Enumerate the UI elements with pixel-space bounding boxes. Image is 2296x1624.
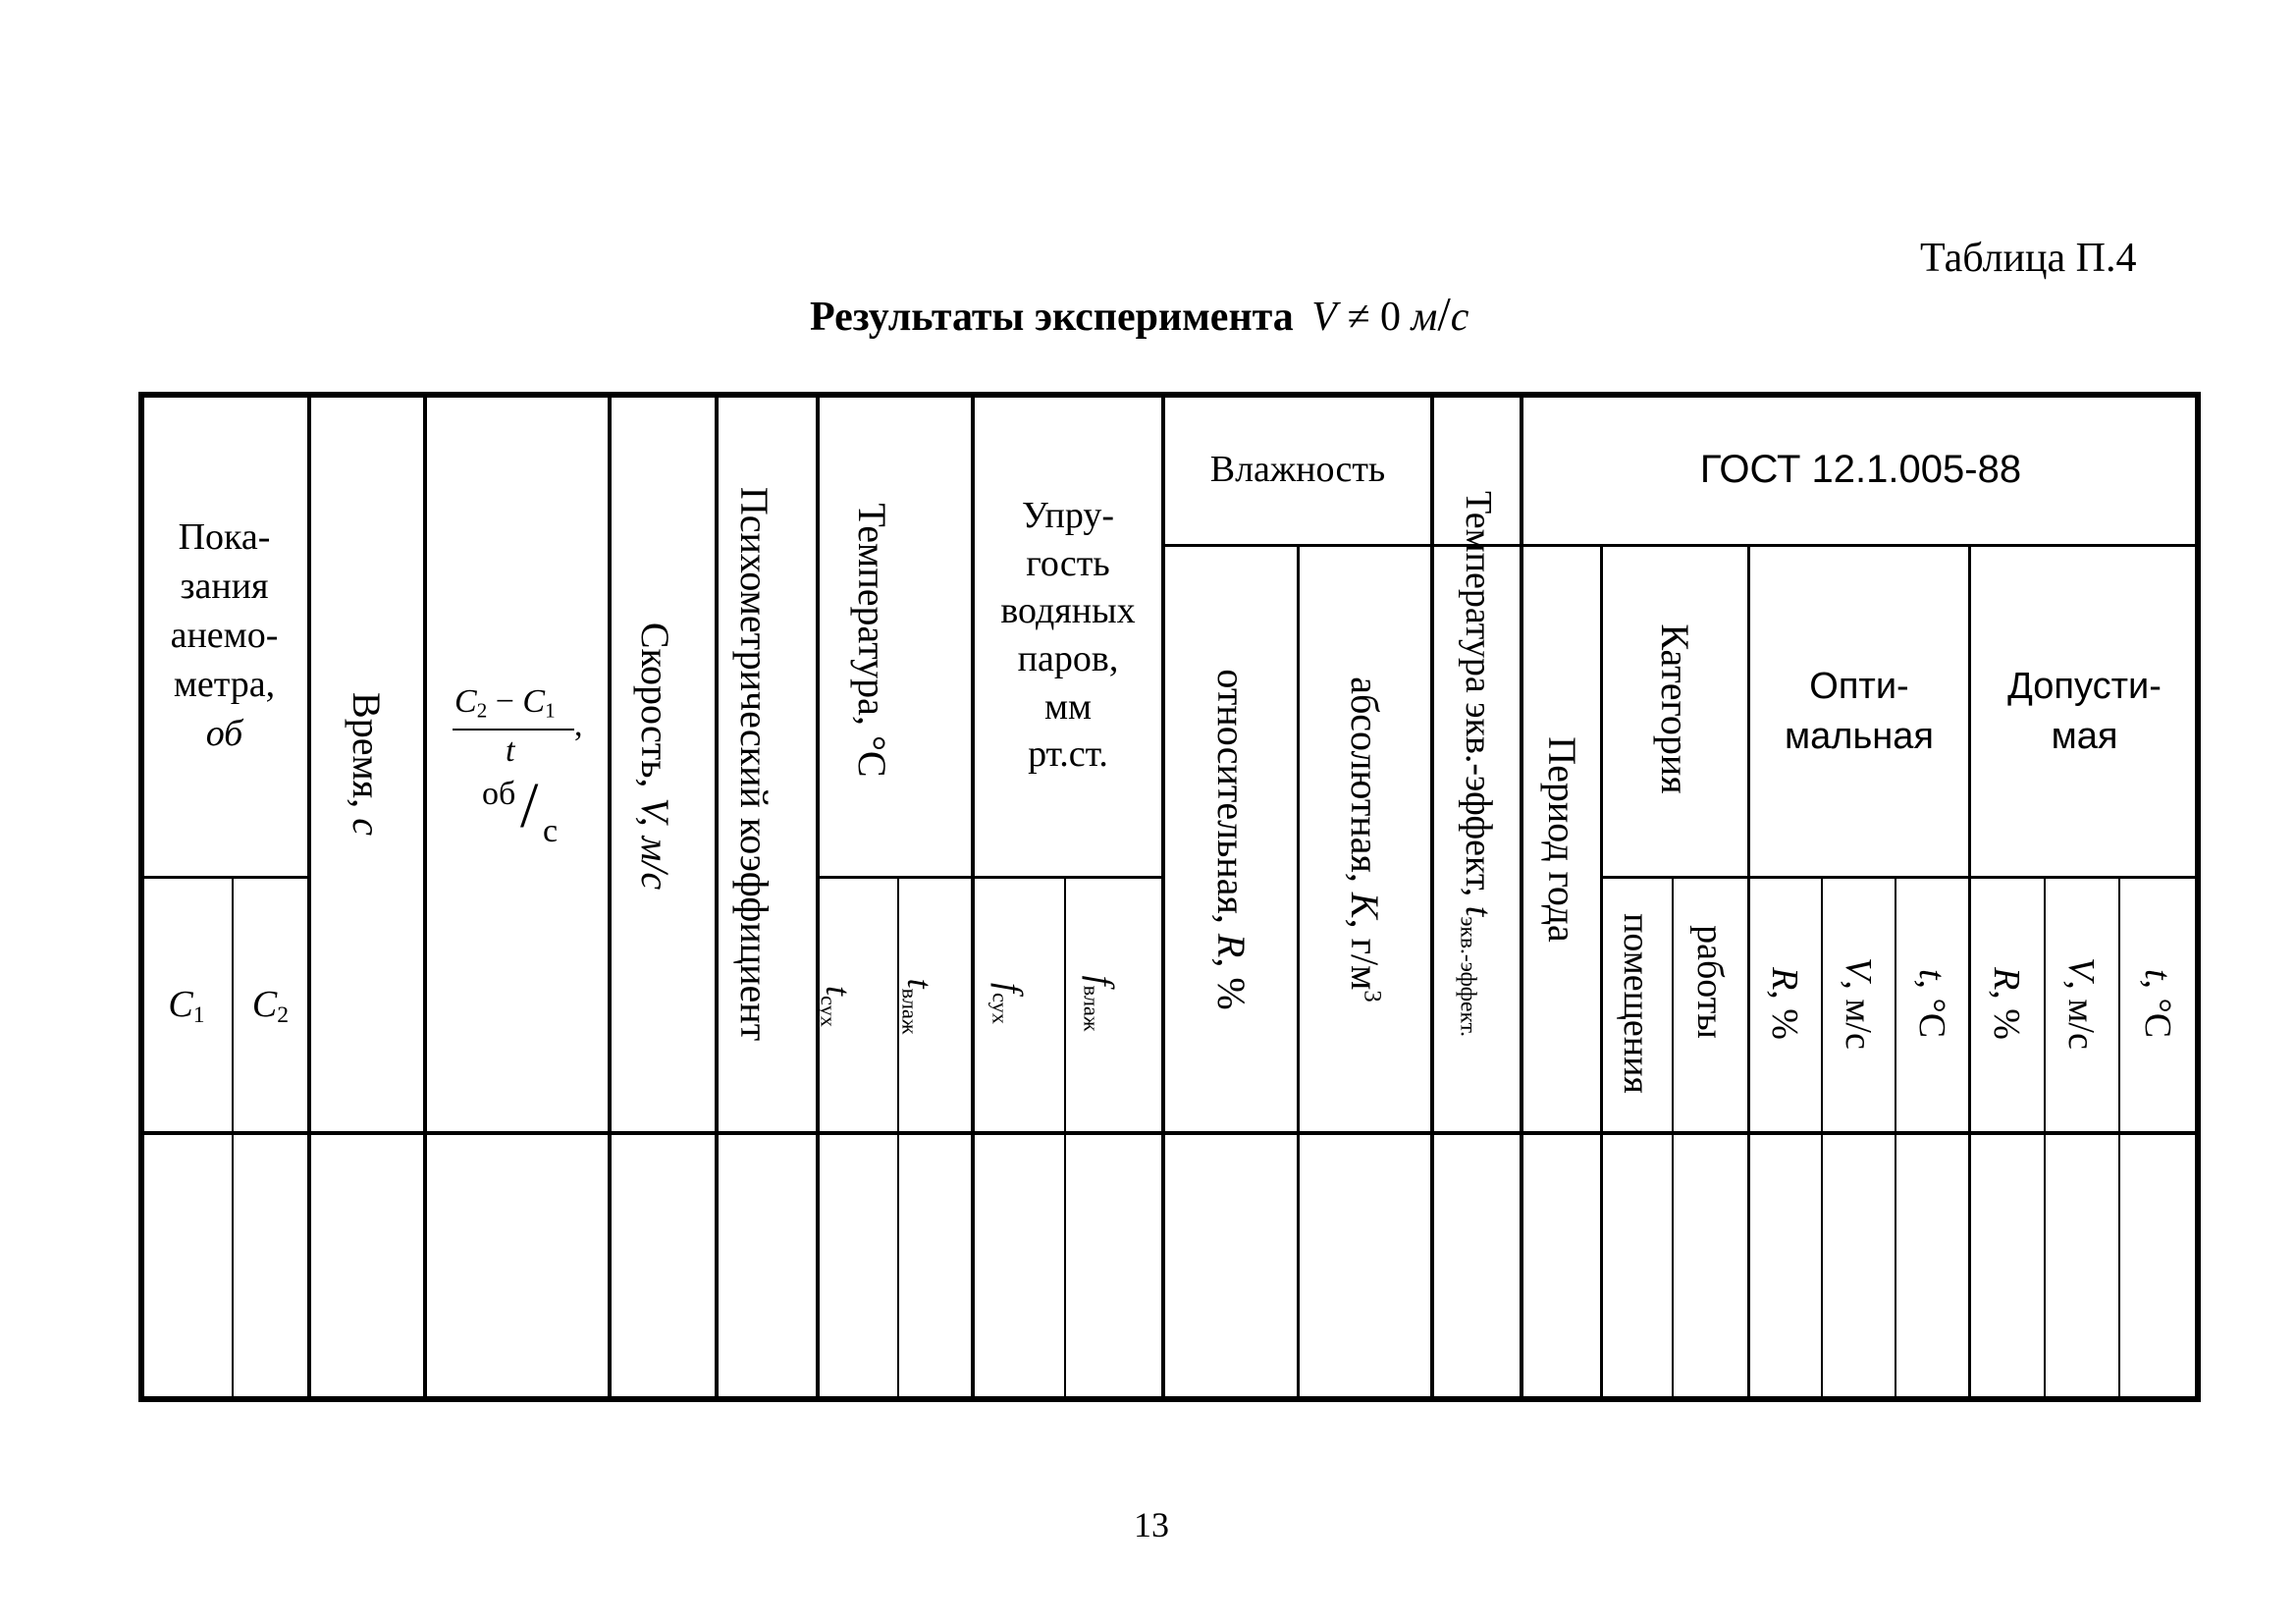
absolute-humidity-header: абсолютная, K, $г/м^3$ xyxy=(1343,677,1387,1002)
formula-symbol: V xyxy=(1311,295,1337,340)
category-header: Категория xyxy=(1653,623,1697,794)
category-work-header: работы xyxy=(1689,925,1731,1039)
anemometer-line: метра, xyxy=(173,664,276,706)
humidity-header: Влажность xyxy=(1209,448,1386,490)
allowed-r-header: R, % xyxy=(1986,967,2027,1040)
f-dry-header: $f_{сух}$ xyxy=(988,983,1030,1024)
formula-unit-den: с xyxy=(1450,295,1469,340)
table-label: Таблица П.4 xyxy=(1920,236,2137,281)
t-dry-header: $t_{сух}$ xyxy=(816,986,858,1027)
speed-header: Скорость, V, м/с xyxy=(633,622,677,891)
equiv-temp-header: Температура экв.-эффект, $t_{экв.-эффект.}$ xyxy=(1455,490,1500,1038)
table-title-formula: V ≠ 0 м/с xyxy=(1311,289,1469,341)
relative-humidity-header: относительная, R, % xyxy=(1209,669,1254,1010)
optimal-t-header: t, °С xyxy=(1911,968,1952,1039)
formula-relation: ≠ xyxy=(1347,295,1370,340)
category-room-header: помещения xyxy=(1616,913,1657,1094)
allowed-t-header: t, °С xyxy=(2137,968,2178,1039)
rate-comma: , xyxy=(574,707,583,743)
anemometer-line: Пока- xyxy=(178,515,271,558)
divider xyxy=(816,876,1163,879)
anemometer-header xyxy=(141,395,307,876)
rate-denominator: t xyxy=(506,732,515,769)
gost-header: ГОСТ 12.1.005-88 xyxy=(1699,447,2022,491)
rate-unit-den: с xyxy=(543,813,559,849)
optimal-header: Опти- мальная xyxy=(1785,666,1934,757)
formula-value: 0 xyxy=(1380,295,1402,340)
vapor-header: Упру- гость водяных паров, мм рт.ст. xyxy=(1000,495,1136,776)
c2-header: $C_2$ xyxy=(251,983,290,1028)
psychro-header: Психометрический коэффициент xyxy=(732,486,776,1042)
rate-header xyxy=(427,677,608,874)
anemometer-line: анемо- xyxy=(170,614,279,656)
rate-unit-slash: / xyxy=(520,770,539,841)
table-title xyxy=(810,289,1469,341)
c1-header: $C_1$ xyxy=(168,983,205,1028)
optimal-v-header: V, м/с xyxy=(1838,957,1879,1050)
formula-unit-num: м xyxy=(1411,295,1438,340)
t-wet-header: $t_{влаж}$ xyxy=(897,978,939,1035)
anemometer-unit: об xyxy=(205,713,243,755)
rate-numerator: $C_2 - C_1$ xyxy=(454,683,556,723)
optimal-r-header: R, % xyxy=(1764,967,1805,1040)
anemometer-line: зания xyxy=(180,565,269,607)
table-title-text: Результаты эксперимента xyxy=(810,295,1294,340)
divider xyxy=(1600,876,2198,879)
fraction-bar xyxy=(453,729,574,731)
rate-unit-num: об xyxy=(482,776,516,812)
time-header: Время, с xyxy=(345,692,389,836)
allowed-v-header: V, м/с xyxy=(2060,957,2102,1050)
f-wet-header: $f_{влаж}$ xyxy=(1079,975,1121,1032)
table-row xyxy=(141,1135,2198,1399)
period-header: Период года xyxy=(1540,736,1584,943)
page-number: 13 xyxy=(1134,1505,1169,1544)
allowed-header: Допусти- мая xyxy=(2007,666,2162,757)
temperature-header: Температура, °С xyxy=(850,503,894,778)
